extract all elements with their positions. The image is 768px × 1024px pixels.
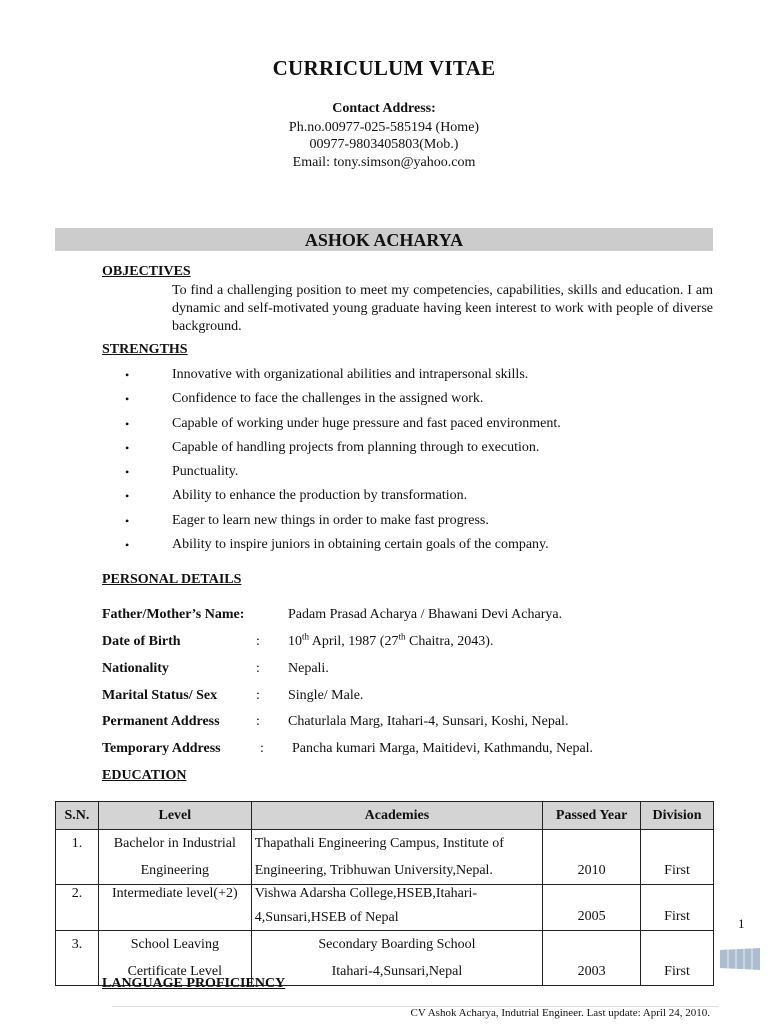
column-header-division: Division — [641, 802, 714, 830]
bullet-icon: • — [125, 465, 130, 480]
education-heading: EDUCATION — [102, 768, 187, 783]
parents-value: Padam Prasad Acharya / Bhawani Devi Acharya. — [288, 607, 563, 622]
list-item — [0, 365, 768, 389]
list-item — [0, 414, 768, 438]
cell-sn: 1. — [56, 830, 99, 885]
strength-text: Confidence to face the challenges in the assigned work. — [172, 391, 484, 407]
education-table — [55, 801, 714, 986]
page-footer: CV Ashok Acharya, Indutrial Engineer. Last update: April 24, 2010. — [410, 1007, 710, 1019]
contact-home-phone: Ph.no.00977-025-585194 (Home) — [288, 120, 480, 135]
personal-details-heading: PERSONAL DETAILS — [102, 572, 242, 587]
objectives-heading: OBJECTIVES — [102, 264, 191, 279]
cell-academy: Secondary Boarding School Itahari-4,Sunsari,Nepal — [251, 931, 542, 986]
list-item — [0, 511, 768, 535]
cell-division: First — [641, 885, 714, 931]
strength-text: Ability to enhance the production by transformation. — [172, 488, 468, 504]
nationality-colon: : — [256, 661, 260, 676]
marital-colon: : — [256, 688, 260, 703]
document-title: CURRICULUM VITAE — [272, 56, 496, 80]
cell-year: 2005 — [543, 885, 641, 931]
permanent-address-colon: : — [256, 714, 260, 729]
permanent-address-label: Permanent Address — [102, 714, 220, 729]
list-item — [0, 438, 768, 462]
cell-division: First — [641, 830, 714, 885]
column-header-passed-year: Passed Year — [543, 802, 641, 830]
contact-mobile: 00977-9803405803(Mob.) — [309, 137, 459, 152]
nationality-label: Nationality — [102, 661, 169, 676]
page-curl-icon — [718, 944, 764, 974]
bullet-icon: • — [125, 416, 130, 431]
strength-text: Innovative with organizational abilities and intrapersonal skills. — [172, 367, 529, 382]
permanent-address-value: Chaturlala Marg, Itahari-4, Sunsari, Koshi, Nepal. — [288, 714, 569, 729]
list-item — [0, 535, 768, 559]
table-row — [56, 830, 714, 885]
strength-text: Punctuality. — [172, 464, 239, 480]
bullet-icon: • — [125, 392, 130, 407]
cell-academy: Vishwa Adarsha College,HSEB,Itahari- 4,Sunsari,HSEB of Nepal — [251, 885, 542, 931]
cell-level: School Leaving Certificate Level — [98, 931, 251, 986]
dob-colon: : — [256, 634, 260, 649]
strength-text: Ability to inspire juniors in obtaining certain goals of the company. — [172, 537, 549, 553]
cell-year: 2003 — [543, 931, 641, 986]
strengths-heading: STRENGTHS — [102, 342, 188, 357]
marital-value: Single/ Male. — [288, 688, 364, 703]
temporary-address-label: Temporary Address — [102, 741, 221, 756]
dob-label: Date of Birth — [102, 634, 181, 649]
column-header-sn: S.N. — [56, 802, 99, 830]
language-proficiency-heading: LANGUAGE PROFICIENCY — [102, 976, 286, 991]
column-header-academies: Academies — [251, 802, 542, 830]
cell-academy: Thapathali Engineering Campus, Institute of Engineering, Tribhuwan University,Nepal. — [251, 830, 542, 885]
cell-sn: 3. — [56, 931, 99, 986]
nationality-value: Nepali. — [288, 661, 329, 676]
table-row — [56, 885, 714, 931]
list-item — [0, 486, 768, 510]
list-item — [0, 462, 768, 486]
page-number: 1 — [738, 916, 745, 931]
table-header-row — [56, 802, 714, 830]
cell-year: 2010 — [543, 830, 641, 885]
bullet-icon: • — [125, 538, 130, 553]
list-item — [0, 389, 768, 413]
contact-email: Email: tony.simson@yahoo.com — [292, 155, 476, 170]
candidate-name: ASHOK ACHARYA — [304, 230, 464, 250]
cell-sn: 2. — [56, 885, 99, 931]
bullet-icon: • — [125, 489, 130, 504]
strength-text: Capable of working under huge pressure and fast paced environment. — [172, 415, 561, 431]
cell-division: First — [641, 931, 714, 986]
parents-label: Father/Mother’s Name: — [102, 607, 245, 622]
strengths-list — [0, 365, 768, 559]
cell-level: Bachelor in Industrial Engineering — [98, 830, 251, 885]
bullet-icon: • — [125, 440, 130, 455]
strength-text: Capable of handling projects from planning through to execution. — [172, 439, 540, 455]
bullet-icon: • — [125, 513, 130, 528]
temporary-address-colon: : — [260, 741, 264, 756]
cell-level: Intermediate level(+2) — [98, 885, 251, 931]
marital-label: Marital Status/ Sex — [102, 688, 218, 703]
temporary-address-value: Pancha kumari Marga, Maitidevi, Kathmandu, Nepal. — [292, 741, 594, 756]
dob-value: 10th April, 1987 (27th Chaitra, 2043). — [288, 631, 494, 649]
bullet-icon: • — [125, 368, 130, 382]
column-header-level: Level — [98, 802, 251, 830]
strength-text: Eager to learn new things in order to make fast progress. — [172, 512, 489, 528]
objectives-text: To find a challenging position to meet my competencies, capabilities, skills and education. I am dynamic and self-motivated young graduate having keen interest to work with people of diverse background. — [172, 283, 713, 334]
contact-heading: Contact Address: — [332, 101, 436, 116]
